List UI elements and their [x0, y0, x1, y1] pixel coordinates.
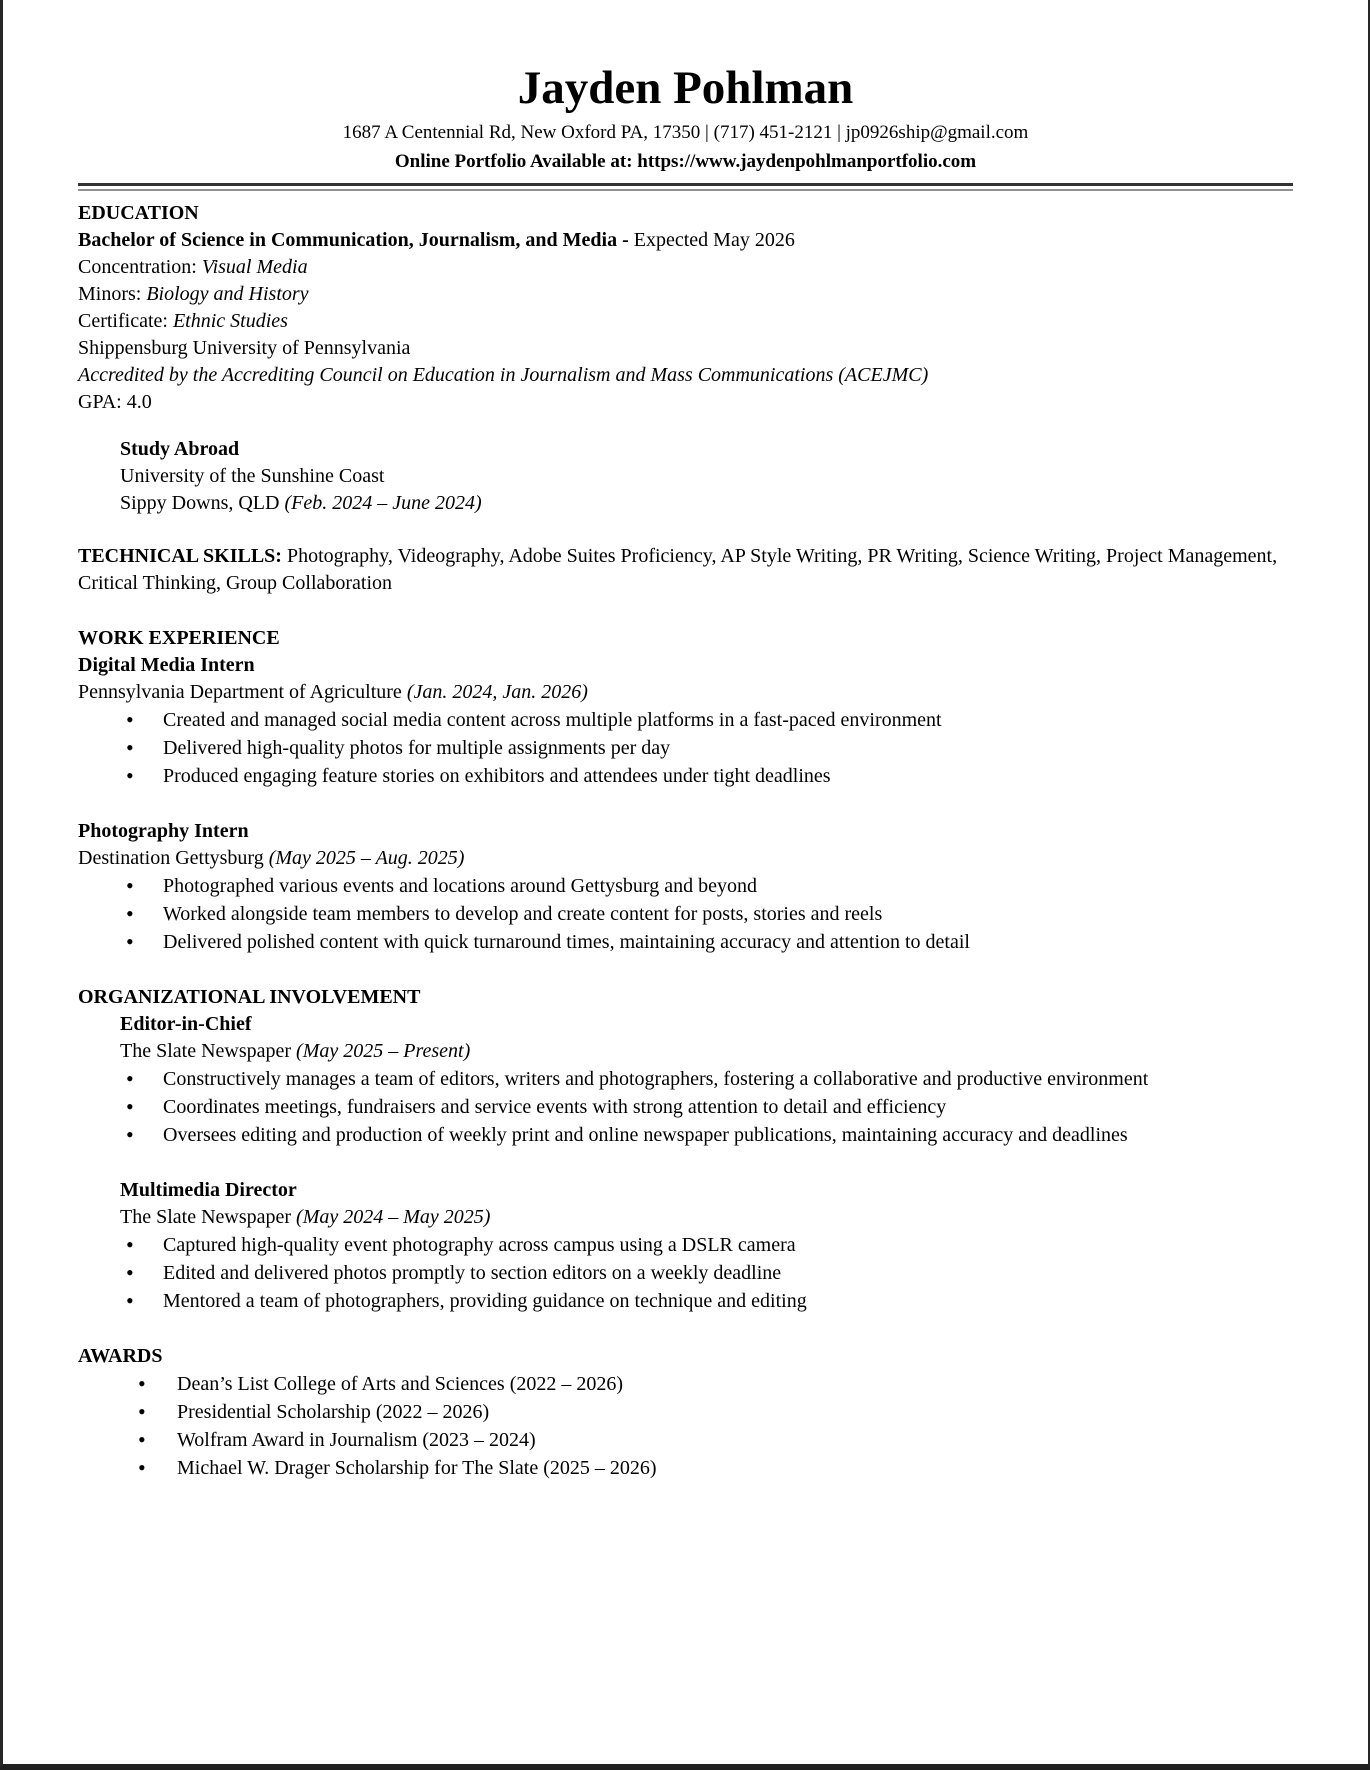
- bullet-item: • Photographed various events and locations around Gettysburg and beyond: [78, 872, 1293, 900]
- job-org: Destination Gettysburg: [78, 847, 269, 869]
- technical-skills-line: [78, 543, 1293, 597]
- bullet-item: • Constructively manages a team of editors, writers and photographers, fostering a collaborative and productive environment: [78, 1065, 1293, 1093]
- degree-date: Expected May 2026: [633, 229, 795, 251]
- bullet-item: • Produced engaging feature stories on exhibitors and attendees under tight deadlines: [78, 762, 1293, 790]
- role-bullet-list: [78, 1065, 1293, 1149]
- bullet-item: • Coordinates meetings, fundraisers and service events with strong attention to detail and efficiency: [78, 1093, 1293, 1121]
- job-org-line: [78, 845, 1293, 872]
- role-org: The Slate Newspaper: [120, 1040, 297, 1062]
- minors-line: [78, 281, 1293, 308]
- certificate-value: Ethnic Studies: [172, 310, 288, 332]
- contact-line: 1687 A Centennial Rd, New Oxford PA, 17350 | (717) 451-2121 | jp0926ship@gmail.com: [342, 122, 1029, 143]
- certificate-label: Certificate:: [78, 310, 173, 332]
- award-item: • Michael W. Drager Scholarship for The Slate (2025 – 2026): [78, 1454, 1293, 1482]
- job-bullet-list: [78, 872, 1293, 956]
- job-org: Pennsylvania Department of Agriculture: [78, 681, 407, 703]
- work-experience-heading: WORK EXPERIENCE: [78, 627, 280, 649]
- organizational-involvement-heading: ORGANIZATIONAL INVOLVEMENT: [78, 986, 421, 1008]
- school-line: Shippensburg University of Pennsylvania: [78, 337, 411, 359]
- resume-header: [78, 0, 1293, 174]
- award-item: • Dean’s List College of Arts and Sciences (2022 – 2026): [78, 1370, 1293, 1398]
- technical-skills-label: TECHNICAL SKILLS:: [78, 545, 282, 567]
- job-dates: (Jan. 2024, Jan. 2026): [406, 681, 588, 703]
- study-abroad-dates: (Feb. 2024 – June 2024): [284, 492, 482, 514]
- concentration-line: [78, 254, 1293, 281]
- bullet-item: • Oversees editing and production of weekly print and online newspaper publications, maintaining accuracy and deadlines: [78, 1121, 1293, 1149]
- role-org: The Slate Newspaper: [120, 1206, 297, 1228]
- award-item: • Wolfram Award in Journalism (2023 – 2024): [78, 1426, 1293, 1454]
- role-dates: (May 2024 – May 2025): [296, 1206, 491, 1228]
- study-abroad-location: Sippy Downs, QLD: [120, 492, 285, 514]
- education-heading: EDUCATION: [78, 202, 199, 224]
- degree-title: Bachelor of Science in Communication, Journalism, and Media -: [78, 229, 634, 251]
- award-item: • Presidential Scholarship (2022 – 2026): [78, 1398, 1293, 1426]
- bullet-item: • Captured high-quality event photography across campus using a DSLR camera: [78, 1231, 1293, 1259]
- candidate-name: Jayden Pohlman: [517, 62, 854, 114]
- awards-heading: AWARDS: [78, 1345, 163, 1367]
- study-abroad-location-line: [120, 490, 1293, 517]
- awards-list: [78, 1370, 1293, 1482]
- job-bullet-list: [78, 706, 1293, 790]
- portfolio-line: Online Portfolio Available at: https://www.jaydenpohlmanportfolio.com: [394, 151, 977, 172]
- certificate-line: [78, 308, 1293, 335]
- bullet-item: • Delivered high-quality photos for multiple assignments per day: [78, 734, 1293, 762]
- degree-line: [78, 227, 1293, 254]
- job-org-line: [78, 679, 1293, 706]
- accreditation-line: Accredited by the Accrediting Council on Education in Journalism and Mass Communications (ACEJMC): [78, 364, 929, 386]
- job-title: Photography Intern: [78, 820, 249, 842]
- minors-label: Minors:: [78, 283, 147, 305]
- role-title: Multimedia Director: [120, 1179, 297, 1201]
- role-dates: (May 2025 – Present): [296, 1040, 471, 1062]
- role-org-line: [120, 1038, 1293, 1065]
- study-abroad-heading: Study Abroad: [120, 438, 240, 460]
- technical-skills-list: Photography, Videography, Adobe Suites Proficiency, AP Style Writing, PR Writing, Science Writing, Project Management, Critical Thinking, Group Collaboration: [78, 545, 1278, 594]
- concentration-label: Concentration:: [78, 256, 202, 278]
- role-org-line: [120, 1204, 1293, 1231]
- header-rule-divider: [78, 183, 1293, 191]
- bullet-item: • Edited and delivered photos promptly to section editors on a weekly deadline: [78, 1259, 1293, 1287]
- job-dates: (May 2025 – Aug. 2025): [268, 847, 465, 869]
- bullet-item: • Created and managed social media content across multiple platforms in a fast-paced environment: [78, 706, 1293, 734]
- job-title: Digital Media Intern: [78, 654, 255, 676]
- minors-value: Biology and History: [146, 283, 309, 305]
- bullet-item: • Mentored a team of photographers, providing guidance on technique and editing: [78, 1287, 1293, 1315]
- bullet-item: • Worked alongside team members to develop and create content for posts, stories and reels: [78, 900, 1293, 928]
- gpa-line: GPA: 4.0: [78, 391, 152, 413]
- study-abroad-school: University of the Sunshine Coast: [120, 465, 385, 487]
- bullet-item: • Delivered polished content with quick turnaround times, maintaining accuracy and attention to detail: [78, 928, 1293, 956]
- role-bullet-list: [78, 1231, 1293, 1315]
- role-title: Editor-in-Chief: [120, 1013, 252, 1035]
- concentration-value: Visual Media: [201, 256, 308, 278]
